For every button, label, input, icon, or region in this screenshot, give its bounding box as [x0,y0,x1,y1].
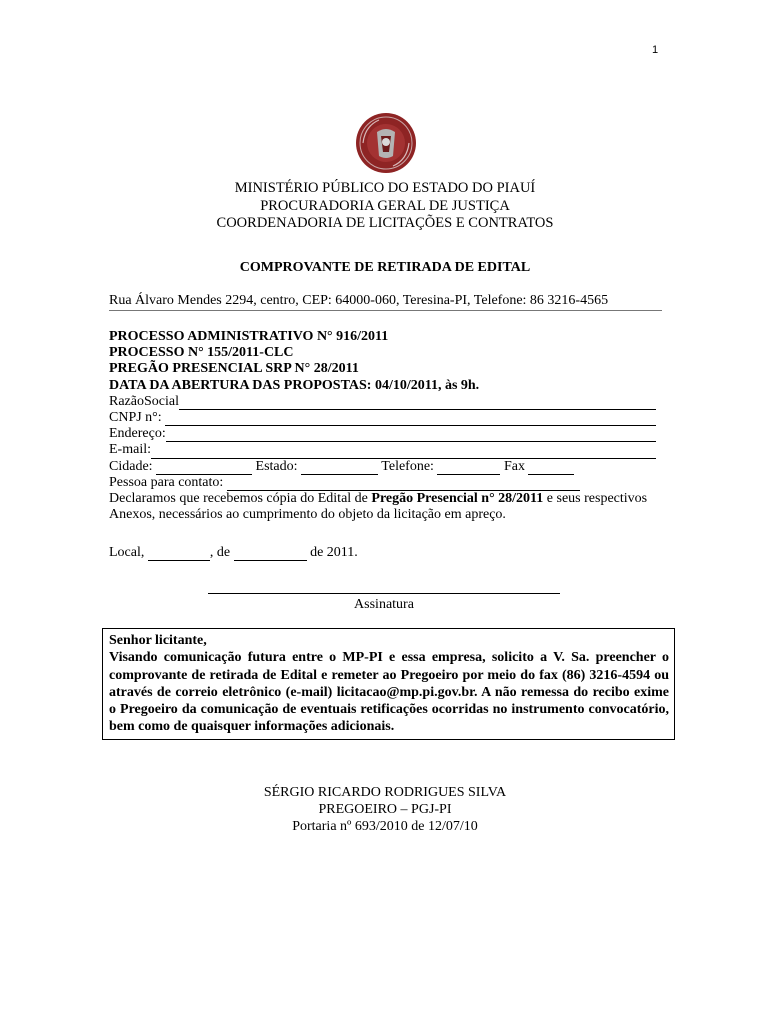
local-sep: , de [209,545,234,560]
address-line: Rua Álvaro Mendes 2294, centro, CEP: 64000-060, Teresina-PI, Telefone: 86 3216-4565 [109,292,662,311]
cnpj-row [109,410,664,426]
cnpj-field[interactable] [165,413,656,426]
endereco-row [109,426,664,442]
local-date-line [109,545,358,561]
fax-field[interactable] [528,462,574,475]
cidade-row [109,459,664,475]
email-label: E-mail: [109,442,151,458]
process-number: PROCESSO N° 155/2011-CLC [109,345,294,361]
email-field[interactable] [151,446,656,459]
telefone-field[interactable] [437,462,500,475]
contato-label: Pessoa para contato: [109,474,227,490]
contato-field[interactable] [227,478,580,491]
form-body [109,329,664,523]
declaration-after: e seus respectivos Anexos, necessários ao cumprimento do objeto da licitação em apreço. [109,491,648,523]
institution-seal-icon [355,112,417,174]
razao-social-label: RazãoSocial [109,393,179,409]
email-row [109,442,664,458]
signature-line[interactable] [208,593,560,594]
header-line-coordenadoria: COORDENADORIA DE LICITAÇÕES E CONTRATOS [216,215,554,231]
contato-row [109,475,664,491]
notice-greeting: Senhor licitante, [109,633,207,648]
fax-label: Fax [500,458,529,474]
endereco-field[interactable] [166,429,656,442]
institution-header [110,180,660,233]
cidade-label: Cidade: [109,458,157,474]
signer-role: PREGOEIRO – PGJ-PI [318,802,452,817]
notice-box [102,628,675,740]
notice-text: Visando comunicação futura entre o MP-PI e essa empresa, solicito a V. Sa. preencher o comprovante de retirada de Edital e remeter ao Pregoeiro por meio do fax (86) 3216-4594 ou através de correio eletrônico (e-mail) licitacao@mp.pi.gov.br. A não remessa do recibo exime o Pregoeiro da comunicação de eventuais retificações ocorridas no instrumento convocatório, bem como de quaisquer informações adicionais. [109,650,669,735]
signature-label: Assinatura [354,597,414,612]
signer-portaria: Portaria nº 693/2010 de 12/07/10 [292,819,478,834]
local-suffix: de 2011. [306,545,358,560]
header-line-procuradoria: PROCURADORIA GERAL DE JUSTIÇA [260,197,510,214]
estado-field[interactable] [301,462,378,475]
declaration-before: Declaramos que recebemos cópia do Edital de [109,491,372,507]
local-day-field[interactable] [148,548,210,561]
document-title: COMPROVANTE DE RETIRADA DE EDITAL [239,260,531,275]
page-number: 1 [652,44,659,56]
local-prefix: Local, [109,545,148,560]
telefone-label: Telefone: [378,458,438,474]
declaration-text [109,491,664,523]
cnpj-label: CNPJ n°: [109,410,166,426]
local-month-field[interactable] [234,548,307,561]
opening-date: DATA DA ABERTURA DAS PROPOSTAS: 04/10/2011, às 9h. [109,377,480,393]
endereco-label: Endereço: [109,426,166,442]
signer-name: SÉRGIO RICARDO RODRIGUES SILVA [263,785,507,800]
declaration-pregao: Pregão Presencial n° 28/2011 [371,491,544,507]
signer-block [110,784,660,835]
estado-label: Estado: [252,458,302,474]
header-line-ministerio: MINISTÉRIO PÚBLICO DO ESTADO DO PIAUÍ [234,180,536,196]
cidade-field[interactable] [156,462,252,475]
process-admin: PROCESSO ADMINISTRATIVO N° 916/2011 [109,329,389,344]
razao-social-row [109,394,664,410]
razao-social-field[interactable] [179,397,656,410]
pregao-number: PREGÃO PRESENCIAL SRP N° 28/2011 [109,361,359,377]
